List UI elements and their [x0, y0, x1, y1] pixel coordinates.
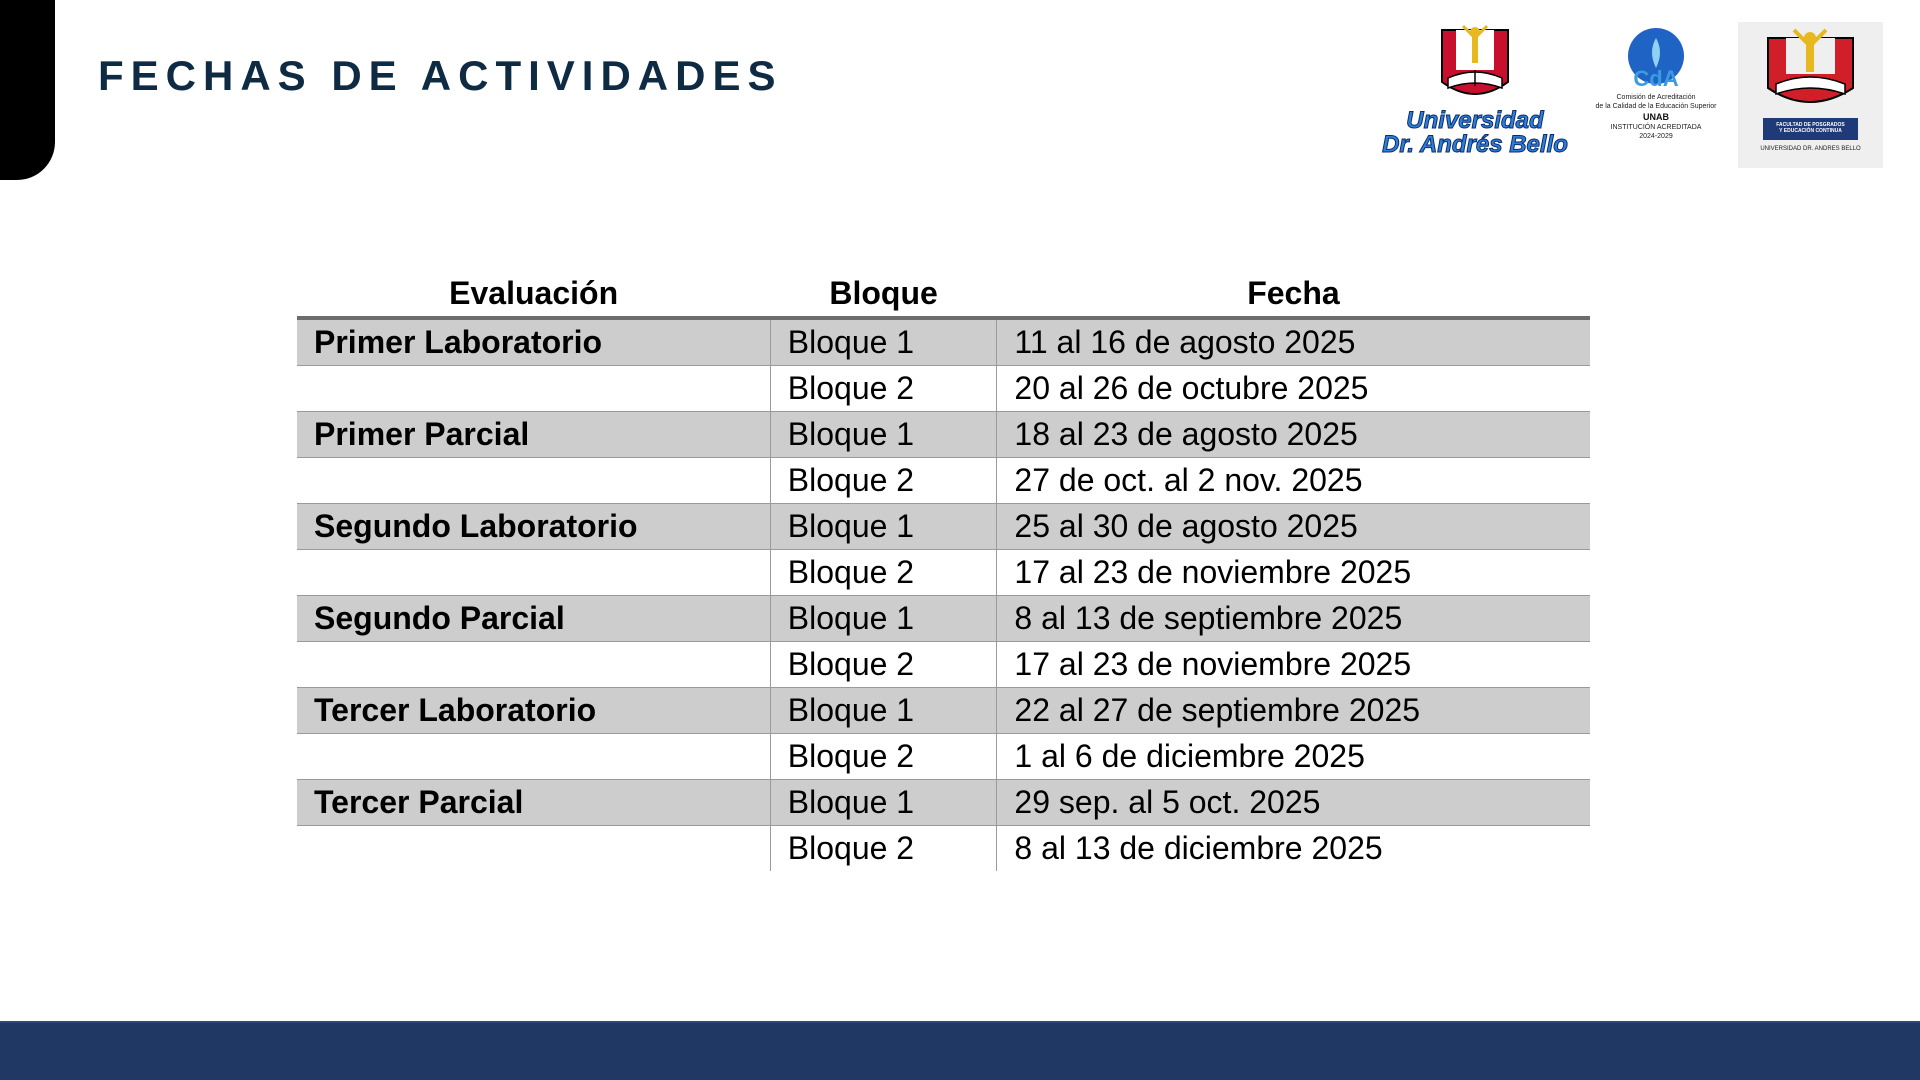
evaluacion-cell: Primer Parcial [297, 412, 770, 458]
header-evaluacion: Evaluación [297, 270, 770, 318]
fecha-cell: 20 al 26 de octubre 2025 [997, 366, 1590, 412]
bloque-cell: Bloque 2 [770, 642, 997, 688]
evaluacion-cell [297, 826, 770, 872]
evaluacion-cell: Tercer Laboratorio [297, 688, 770, 734]
bloque-cell: Bloque 1 [770, 596, 997, 642]
facultad-banner [1763, 118, 1858, 140]
fecha-cell: 1 al 6 de diciembre 2025 [997, 734, 1590, 780]
evaluacion-cell: Segundo Laboratorio [297, 504, 770, 550]
header-bloque: Bloque [770, 270, 997, 318]
fecha-cell: 29 sep. al 5 oct. 2025 [997, 780, 1590, 826]
fecha-cell: 18 al 23 de agosto 2025 [997, 412, 1590, 458]
cna-line3: UNAB [1643, 112, 1669, 122]
fecha-cell: 27 de oct. al 2 nov. 2025 [997, 458, 1590, 504]
evaluacion-cell [297, 366, 770, 412]
table-row [297, 780, 1590, 826]
cna-accreditation-logo-icon [1592, 28, 1720, 163]
table-header-row [297, 270, 1590, 318]
corner-tab-decoration [0, 0, 55, 180]
fecha-cell: 8 al 13 de septiembre 2025 [997, 596, 1590, 642]
fecha-cell: 11 al 16 de agosto 2025 [997, 318, 1590, 366]
unab-logo-line1: Universidad [1406, 107, 1544, 134]
cna-line2: de la Calidad de la Educación Superior [1595, 103, 1717, 110]
facultad-banner-line2: Y EDUCACIÓN CONTINUA [1779, 128, 1842, 134]
evaluacion-cell [297, 458, 770, 504]
table-row [297, 458, 1590, 504]
table-row [297, 826, 1590, 872]
unab-shield-graphic [1380, 22, 1570, 112]
fecha-cell: 17 al 23 de noviembre 2025 [997, 642, 1590, 688]
table-row [297, 504, 1590, 550]
table-row [297, 318, 1590, 366]
bloque-cell: Bloque 2 [770, 826, 997, 872]
fecha-cell: 25 al 30 de agosto 2025 [997, 504, 1590, 550]
evaluacion-cell [297, 642, 770, 688]
unab-logo-line2: Dr. Andrés Bello [1382, 131, 1568, 158]
header-fecha: Fecha [997, 270, 1590, 318]
facultad-shield-graphic [1738, 22, 1883, 114]
bloque-cell: Bloque 2 [770, 366, 997, 412]
bloque-cell: Bloque 1 [770, 412, 997, 458]
table-row [297, 596, 1590, 642]
bloque-cell: Bloque 2 [770, 458, 997, 504]
table-row [297, 550, 1590, 596]
cna-circle-graphic [1592, 28, 1720, 88]
table-row [297, 412, 1590, 458]
cna-line4: INSTITUCIÓN ACREDITADA [1610, 124, 1702, 131]
table-row [297, 366, 1590, 412]
cna-mark: CdA [1633, 66, 1679, 88]
fecha-cell: 8 al 13 de diciembre 2025 [997, 826, 1590, 872]
evaluacion-cell [297, 550, 770, 596]
evaluacion-cell [297, 734, 770, 780]
fecha-cell: 17 al 23 de noviembre 2025 [997, 550, 1590, 596]
table-row [297, 734, 1590, 780]
bloque-cell: Bloque 1 [770, 318, 997, 366]
facultad-caption: UNIVERSIDAD DR. ANDRES BELLO [1760, 146, 1861, 152]
evaluacion-cell: Tercer Parcial [297, 780, 770, 826]
bloque-cell: Bloque 1 [770, 780, 997, 826]
table-row [297, 688, 1590, 734]
page-title: FECHAS DE ACTIVIDADES [98, 52, 783, 99]
facultad-banner-line1: FACULTAD DE POSGRADOS [1776, 122, 1845, 128]
fecha-cell: 22 al 27 de septiembre 2025 [997, 688, 1590, 734]
bloque-cell: Bloque 2 [770, 734, 997, 780]
unab-shield-logo-icon [1380, 22, 1570, 162]
bloque-cell: Bloque 2 [770, 550, 997, 596]
table-row [297, 642, 1590, 688]
bloque-cell: Bloque 1 [770, 688, 997, 734]
facultad-posgrados-logo-icon [1738, 22, 1883, 168]
cna-line1: Comisión de Acreditación [1616, 94, 1696, 101]
footer-bar [0, 1021, 1920, 1080]
evaluacion-cell: Segundo Parcial [297, 596, 770, 642]
cna-line5: 2024-2029 [1639, 133, 1673, 140]
activities-schedule-table [297, 270, 1590, 871]
bloque-cell: Bloque 1 [770, 504, 997, 550]
evaluacion-cell: Primer Laboratorio [297, 318, 770, 366]
